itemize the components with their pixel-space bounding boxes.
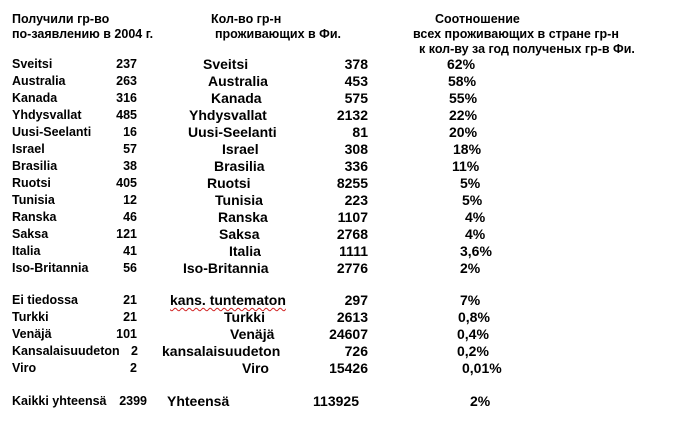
ratio-value: 5% [462, 192, 483, 208]
ratio-value: 58% [448, 73, 477, 89]
resident-count: 2613 [336, 309, 368, 325]
country-name: Saksa [12, 227, 49, 241]
country-name: Kansalaisuudeton [12, 344, 120, 358]
granted-count: 16 [123, 125, 137, 139]
total-label2: Yhteensä [167, 393, 230, 409]
country-name-2: Viro [242, 360, 269, 376]
country-name: Viro [12, 361, 37, 375]
resident-count: 2132 [336, 107, 368, 123]
country-name-2: Yhdysvallat [189, 107, 267, 123]
ratio-value: 0,4% [457, 326, 489, 342]
country-name-2: Kanada [211, 90, 262, 106]
ratio-value: 55% [449, 90, 478, 106]
header-col5-line3: к кол-ву за год полученых гр-в Фи. [419, 42, 635, 56]
resident-count: 297 [344, 292, 368, 308]
granted-count: 21 [123, 310, 137, 324]
total-granted: 2399 [119, 394, 147, 408]
header-col1-line1: Получили гр-во [12, 12, 110, 26]
ratio-value: 62% [447, 56, 476, 72]
country-name: Tunisia [12, 193, 55, 207]
granted-count: 101 [116, 327, 137, 341]
granted-count: 485 [116, 108, 137, 122]
country-name: Uusi-Seelanti [12, 125, 92, 139]
resident-count: 575 [344, 90, 368, 106]
country-name-2: Israel [222, 141, 259, 157]
ratio-value: 4% [465, 209, 486, 225]
header-col3-line2: проживающих в Фи. [215, 27, 341, 41]
country-name-2: kansalaisuudeton [162, 343, 281, 359]
country-name-2: Australia [208, 73, 268, 89]
resident-count: 24607 [329, 326, 368, 342]
country-name-2: Ranska [218, 209, 268, 225]
granted-count: 38 [123, 159, 137, 173]
granted-count: 263 [116, 74, 137, 88]
granted-count: 316 [116, 91, 137, 105]
ratio-value: 20% [449, 124, 478, 140]
header-col1-line2: по-заявлению в 2004 г. [12, 27, 154, 41]
resident-count: 336 [344, 158, 368, 174]
country-name-2: Ruotsi [207, 175, 251, 191]
ratio-value: 11% [452, 158, 480, 174]
resident-count: 2776 [336, 260, 368, 276]
resident-count: 453 [344, 73, 368, 89]
granted-count: 405 [116, 176, 137, 190]
resident-count: 308 [344, 141, 368, 157]
country-name: Yhdysvallat [12, 108, 82, 122]
header-col3-line1: Кол-во гр-н [211, 12, 282, 26]
country-name-2: Uusi-Seelanti [188, 124, 277, 140]
granted-count: 12 [123, 193, 137, 207]
granted-count: 41 [123, 244, 137, 258]
total-label: Kaikki yhteensä [12, 394, 107, 408]
ratio-value: 4% [465, 226, 486, 242]
granted-count: 46 [123, 210, 137, 224]
ratio-value: 2% [460, 260, 481, 276]
ratio-value: 7% [460, 292, 481, 308]
granted-count: 2 [131, 344, 138, 358]
country-name: Iso-Britannia [12, 261, 89, 275]
country-name-2: Sveitsi [203, 56, 249, 72]
country-name-2: Tunisia [215, 192, 263, 208]
country-name-2: Turkki [224, 309, 265, 325]
ratio-value: 18% [453, 141, 482, 157]
granted-count: 57 [123, 142, 137, 156]
header-col5-line2: всех проживающих в стране гр-н [413, 27, 619, 41]
country-name: Ei tiedossa [12, 293, 78, 307]
country-name: Brasilia [12, 159, 58, 173]
country-name-2: Venäjä [230, 326, 275, 342]
country-name: Australia [12, 74, 66, 88]
country-name: Italia [12, 244, 41, 258]
granted-count: 237 [116, 57, 137, 71]
country-name: Kanada [12, 91, 58, 105]
resident-count: 15426 [329, 360, 368, 376]
country-name: Israel [12, 142, 45, 156]
ratio-value: 0,2% [457, 343, 489, 359]
granted-count: 121 [116, 227, 137, 241]
country-name: Ruotsi [12, 176, 51, 190]
header-col5-line1: Соотношение [435, 12, 520, 26]
country-name: Sveitsi [12, 57, 53, 71]
resident-count: 726 [344, 343, 368, 359]
resident-count: 81 [352, 124, 368, 140]
total-residents: 113925 [313, 393, 359, 409]
ratio-value: 0,01% [462, 360, 502, 376]
country-name: Venäjä [12, 327, 52, 341]
country-name-2: Italia [229, 243, 261, 259]
granted-count: 56 [123, 261, 137, 275]
country-name-2: Iso-Britannia [183, 260, 269, 276]
resident-count: 2768 [336, 226, 368, 242]
resident-count: 223 [344, 192, 368, 208]
resident-count: 378 [344, 56, 368, 72]
country-name: Turkki [12, 310, 49, 324]
ratio-value: 5% [460, 175, 481, 191]
ratio-value: 3,6% [460, 243, 492, 259]
resident-count: 1111 [339, 243, 368, 259]
country-name-2: kans. tuntematon [170, 292, 286, 308]
ratio-value: 0,8% [458, 309, 490, 325]
resident-count: 8255 [336, 175, 368, 191]
country-name-2: Brasilia [214, 158, 265, 174]
resident-count: 1107 [337, 209, 368, 225]
granted-count: 21 [123, 293, 137, 307]
total-ratio: 2% [470, 393, 491, 409]
country-name: Ranska [12, 210, 57, 224]
country-name-2: Saksa [219, 226, 260, 242]
ratio-value: 22% [449, 107, 478, 123]
granted-count: 2 [130, 361, 137, 375]
